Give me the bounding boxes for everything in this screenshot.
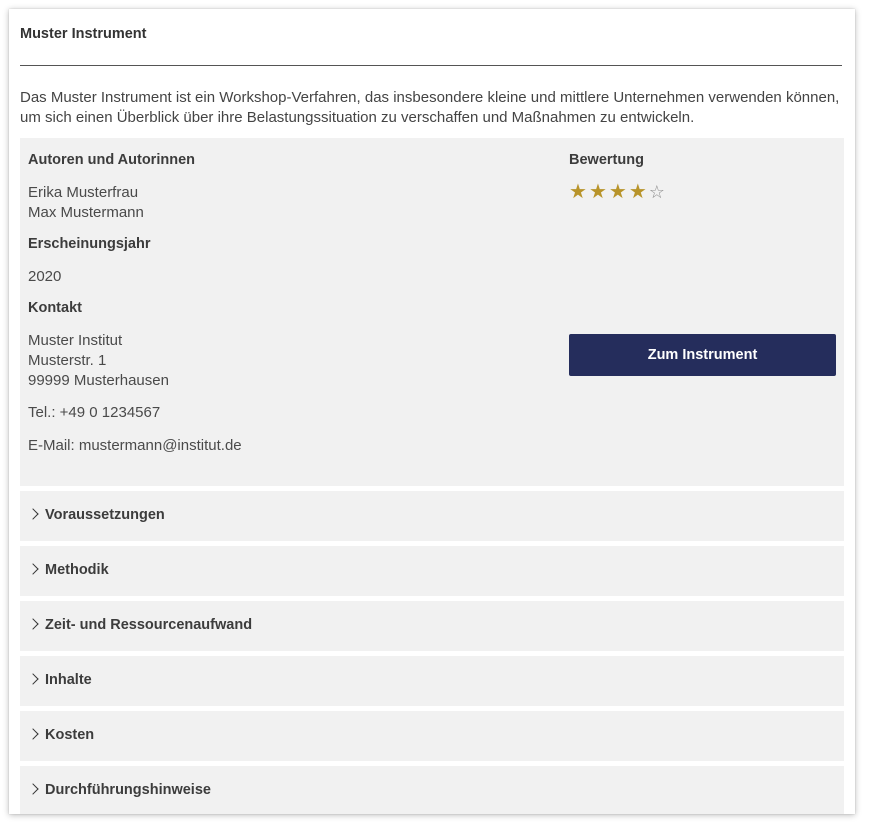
phone-text: Tel.: +49 0 1234567 <box>28 404 161 421</box>
instrument-title: Muster Instrument <box>20 26 147 42</box>
star-filled-icon: ★ <box>588 181 609 203</box>
address-line: Muster Institut <box>28 332 123 349</box>
chevron-right-icon <box>27 508 38 519</box>
accordion-item[interactable] <box>20 656 844 706</box>
accordion-item-label: Inhalte <box>45 672 92 688</box>
star-empty-icon: ☆ <box>648 182 667 202</box>
accordion-item[interactable] <box>20 601 844 651</box>
star-filled-icon: ★ <box>608 181 629 203</box>
accordion-item[interactable] <box>20 546 844 596</box>
chevron-right-icon <box>27 618 38 629</box>
accordion-item[interactable] <box>20 766 844 814</box>
rating-label: Bewertung <box>569 152 644 168</box>
chevron-right-icon <box>27 563 38 574</box>
accordion-item-label: Methodik <box>45 562 109 578</box>
author-item: Erika Musterfrau <box>28 184 139 201</box>
title-divider <box>20 65 842 66</box>
star-rating <box>569 182 667 202</box>
address-line: 99999 Musterhausen <box>28 372 169 389</box>
accordion-item-label: Voraussetzungen <box>45 507 165 523</box>
accordion-item-label: Zeit- und Ressourcenaufwand <box>45 617 253 633</box>
star-filled-icon: ★ <box>628 181 649 203</box>
author-item: Max Mustermann <box>28 204 144 221</box>
star-filled-icon: ★ <box>569 181 589 203</box>
chevron-right-icon <box>27 728 38 739</box>
accordion-item-label: Durchführungshinweise <box>45 782 211 798</box>
chevron-right-icon <box>27 673 38 684</box>
authors-label: Autoren und Autorinnen <box>28 152 195 168</box>
zum-instrument-button[interactable]: Zum Instrument <box>569 334 836 376</box>
email-text: E-Mail: mustermann@institut.de <box>28 437 242 454</box>
info-panel <box>20 138 844 486</box>
instrument-card <box>9 9 855 814</box>
accordion-item[interactable] <box>20 711 844 761</box>
address-line: Musterstr. 1 <box>28 352 107 369</box>
year-value: 2020 <box>28 268 62 285</box>
year-label: Erscheinungsjahr <box>28 236 151 252</box>
accordion-item-label: Kosten <box>45 727 95 743</box>
chevron-right-icon <box>27 783 38 794</box>
accordion-item[interactable] <box>20 491 844 541</box>
contact-label: Kontakt <box>28 300 82 316</box>
instrument-description: Das Muster Instrument ist ein Workshop-Verfahren, das insbesondere kleine und mittlere Unternehmen verwenden können, um sich einen Überblick über ihre Belastungssituation zu verschaffen und Maßnahmen zu entwickeln. <box>20 89 840 126</box>
